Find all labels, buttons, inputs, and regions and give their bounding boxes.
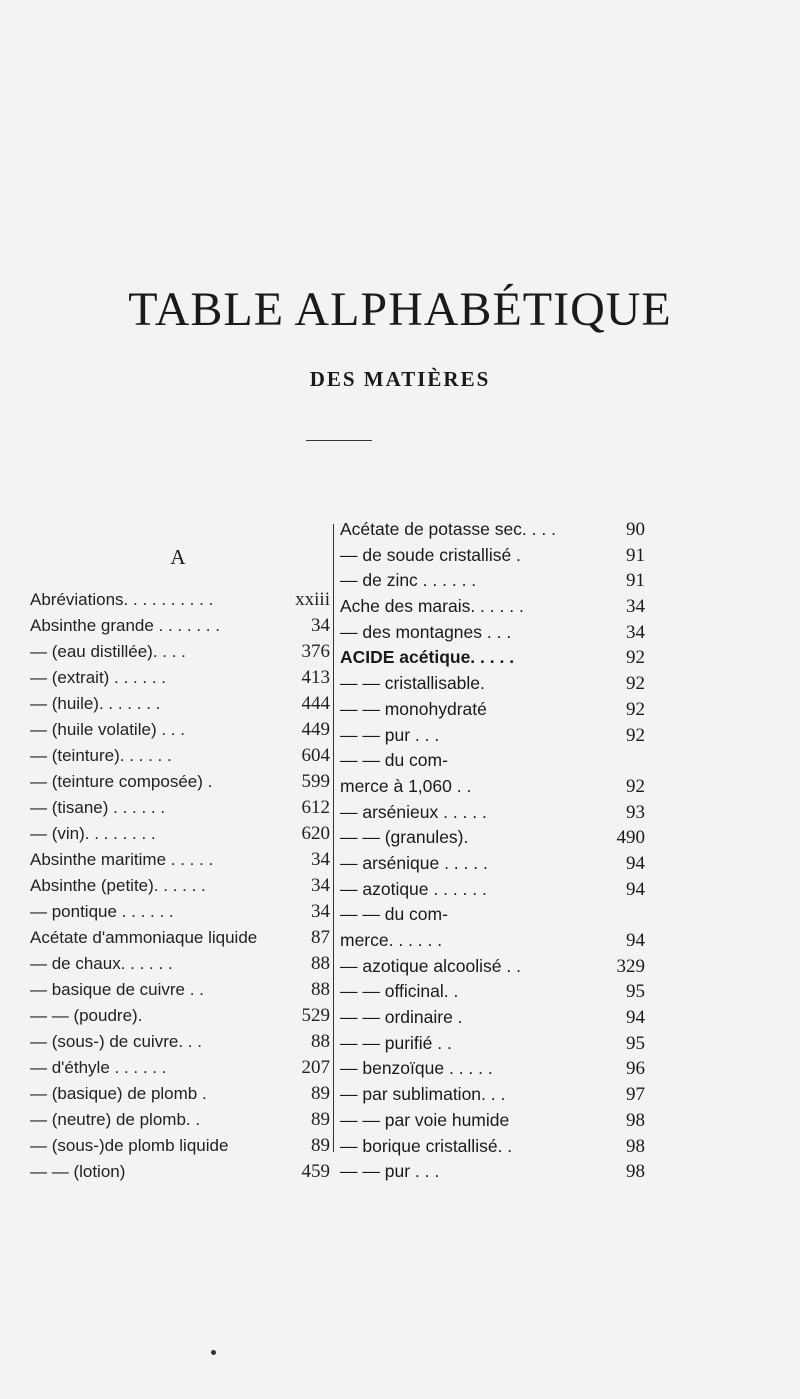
entry-page-number: 34 [311, 849, 330, 870]
title-rule [306, 440, 372, 441]
entry-text: — azotique . . . . . . [340, 878, 487, 899]
entry-page-number: 34 [311, 615, 330, 636]
index-column-right [340, 517, 645, 1185]
entry-text: — azotique alcoolisé . . [340, 955, 521, 976]
entry-text: — de zinc . . . . . . [340, 570, 477, 591]
entry-text: — basique de cuivre . . [30, 980, 204, 999]
index-column-left [30, 587, 330, 1185]
index-entry [30, 821, 330, 847]
entry-page-number: 94 [626, 852, 645, 874]
index-entry [340, 825, 645, 851]
entry-text: — d'éthyle . . . . . . [30, 1058, 167, 1077]
index-entry [340, 568, 645, 594]
index-entry [340, 517, 645, 543]
entry-page-number: 93 [626, 801, 645, 823]
index-entry [30, 691, 330, 717]
page-subtitle: DES MATIÈRES [309, 367, 491, 391]
entry-page-number: 95 [626, 981, 645, 1003]
entry-text: — (basique) de plomb . [30, 1084, 207, 1103]
entry-page-number: 98 [626, 1109, 645, 1131]
entry-text: — — monohydraté [340, 698, 487, 719]
index-entry [30, 769, 330, 795]
index-entry [340, 1108, 645, 1134]
entry-text: merce. . . . . . [340, 930, 443, 950]
index-entry [30, 665, 330, 691]
entry-page-number: 88 [311, 979, 330, 1000]
entry-text: — — pur . . . [340, 724, 440, 745]
entry-text: — — (granules). [340, 827, 469, 848]
index-entry [340, 1031, 645, 1057]
entry-text: — — du com- [340, 750, 448, 771]
entry-text: — — (lotion) [30, 1162, 126, 1181]
entry-page-number: 89 [311, 1135, 330, 1156]
entry-page-number: 620 [301, 823, 330, 844]
index-entry [30, 587, 330, 613]
index-entry [340, 1159, 645, 1185]
index-entry [30, 1159, 330, 1185]
index-entry [30, 795, 330, 821]
entry-text: Abréviations. . . . . . . . . . [30, 590, 214, 609]
index-entry [340, 851, 645, 877]
entry-page-number: 612 [301, 797, 330, 818]
index-entry [30, 639, 330, 665]
entry-page-number: 95 [626, 1032, 645, 1054]
entry-page-number: 87 [311, 927, 330, 948]
index-entry [340, 774, 645, 800]
entry-page-number: 94 [626, 930, 645, 951]
index-entry [340, 1134, 645, 1160]
entry-text: Ache des marais. . . . . . [340, 596, 524, 617]
entry-page-number: 34 [311, 901, 330, 922]
index-entry [30, 1029, 330, 1055]
index-entry [30, 743, 330, 769]
entry-text: — (sous-)de plomb liquide [30, 1136, 229, 1155]
entry-page-number: 94 [626, 878, 645, 900]
entry-page-number: 92 [626, 698, 645, 720]
entry-page-number: 97 [626, 1084, 645, 1106]
index-entry [340, 902, 645, 928]
entry-page-number: 413 [301, 667, 330, 688]
index-entry [340, 928, 645, 954]
entry-page-number: 92 [626, 724, 645, 746]
page-title: TABLE ALPHABÉTIQUE [128, 283, 672, 336]
entry-text: Absinthe maritime . . . . . [30, 850, 214, 869]
entry-text: — — du com- [340, 904, 448, 925]
entry-text: — (extrait) . . . . . . [30, 668, 167, 687]
entry-page-number: 98 [626, 1135, 645, 1157]
entry-page-number: 329 [616, 955, 645, 977]
index-entry [340, 800, 645, 826]
entry-text: ACIDE acétique. . . . . [340, 647, 515, 668]
entry-page-number: 529 [301, 1005, 330, 1026]
entry-page-number: 376 [301, 641, 330, 662]
entry-text: — — pur . . . [340, 1161, 440, 1182]
entry-page-number: 604 [301, 745, 330, 766]
column-divider [333, 524, 334, 1152]
index-entry [340, 748, 645, 774]
index-entry [30, 925, 330, 951]
index-entry [340, 877, 645, 903]
index-entry [30, 1107, 330, 1133]
entry-text: Acétate de potasse sec. . . . [340, 519, 556, 539]
index-entry [30, 1003, 330, 1029]
entry-page-number: 89 [311, 1109, 330, 1130]
entry-text: — — ordinaire . [340, 1007, 463, 1028]
entry-page-number: 34 [626, 596, 645, 618]
entry-text: — borique cristallisé. . [340, 1135, 513, 1156]
entry-page-number: 449 [301, 719, 330, 740]
entry-text: — benzoïque . . . . . [340, 1058, 493, 1079]
entry-page-number: xxiii [295, 589, 330, 610]
entry-text: — (vin). . . . . . . . [30, 824, 156, 843]
index-entry [30, 847, 330, 873]
index-entry [30, 1055, 330, 1081]
entry-page-number: 89 [311, 1083, 330, 1104]
index-entry [30, 977, 330, 1003]
index-entry [30, 873, 330, 899]
entry-text: — — purifié . . [340, 1032, 452, 1053]
index-entry [340, 543, 645, 569]
entry-text: merce à 1,060 . . [340, 775, 472, 796]
entry-text: — de soude cristallisé . [340, 544, 521, 565]
index-entry [340, 723, 645, 749]
entry-text: Absinthe grande . . . . . . . [30, 616, 220, 635]
entry-page-number: 34 [626, 621, 645, 643]
entry-page-number: 207 [301, 1057, 330, 1078]
section-letter: A [170, 545, 186, 569]
entry-page-number: 599 [301, 771, 330, 792]
index-entry [340, 594, 645, 620]
index-entry [340, 671, 645, 697]
entry-text: Absinthe (petite). . . . . . [30, 876, 206, 895]
entry-text: — (teinture). . . . . . [30, 746, 172, 765]
index-entry [340, 645, 645, 671]
entry-text: — pontique . . . . . . [30, 902, 174, 921]
index-entry [30, 1081, 330, 1107]
entry-text: — par sublimation. . . [340, 1084, 506, 1105]
entry-text: — (sous-) de cuivre. . . [30, 1032, 202, 1051]
entry-text: — — (poudre). [30, 1006, 143, 1025]
entry-text: — (huile volatile) . . . [30, 720, 185, 739]
entry-page-number: 92 [626, 647, 645, 669]
entry-page-number: 444 [301, 693, 330, 714]
entry-text: — de chaux. . . . . . [30, 954, 173, 973]
index-entry [340, 954, 645, 980]
entry-page-number: 91 [626, 544, 645, 566]
index-entry [30, 1133, 330, 1159]
entry-text: — arsénique . . . . . [340, 852, 488, 873]
index-entry [340, 1056, 645, 1082]
entry-page-number: 88 [311, 1031, 330, 1052]
entry-text: — (eau distillée). . . . [30, 642, 186, 661]
index-entry [30, 951, 330, 977]
index-entry [30, 613, 330, 639]
entry-text: — (huile). . . . . . . [30, 694, 161, 713]
entry-text: — (teinture composée) . [30, 772, 213, 791]
entry-page-number: 490 [616, 827, 645, 849]
index-entry [340, 697, 645, 723]
entry-text: — (neutre) de plomb. . [30, 1110, 201, 1129]
index-entry [340, 979, 645, 1005]
entry-text: — — officinal. . [340, 981, 459, 1002]
entry-page-number: 96 [626, 1058, 645, 1080]
entry-text: Acétate d'ammoniaque liquide [30, 928, 258, 947]
entry-page-number: 91 [626, 570, 645, 592]
index-entry [340, 1005, 645, 1031]
entry-page-number: 94 [626, 1007, 645, 1029]
entry-page-number: 88 [311, 953, 330, 974]
entry-page-number: 92 [626, 673, 645, 695]
index-entry [30, 717, 330, 743]
entry-text: — — cristallisable. [340, 673, 485, 694]
entry-page-number: 34 [311, 875, 330, 896]
ink-speck [211, 1350, 216, 1355]
entry-text: — (tisane) . . . . . . [30, 798, 166, 817]
entry-page-number: 90 [626, 519, 645, 540]
entry-page-number: 92 [626, 775, 645, 797]
entry-text: — des montagnes . . . [340, 621, 512, 642]
index-entry [340, 620, 645, 646]
entry-text: — arsénieux . . . . . [340, 801, 487, 822]
entry-page-number: 459 [301, 1161, 330, 1182]
index-entry [340, 1082, 645, 1108]
index-entry [30, 899, 330, 925]
entry-text: — — par voie humide [340, 1109, 510, 1130]
entry-page-number: 98 [626, 1161, 645, 1183]
